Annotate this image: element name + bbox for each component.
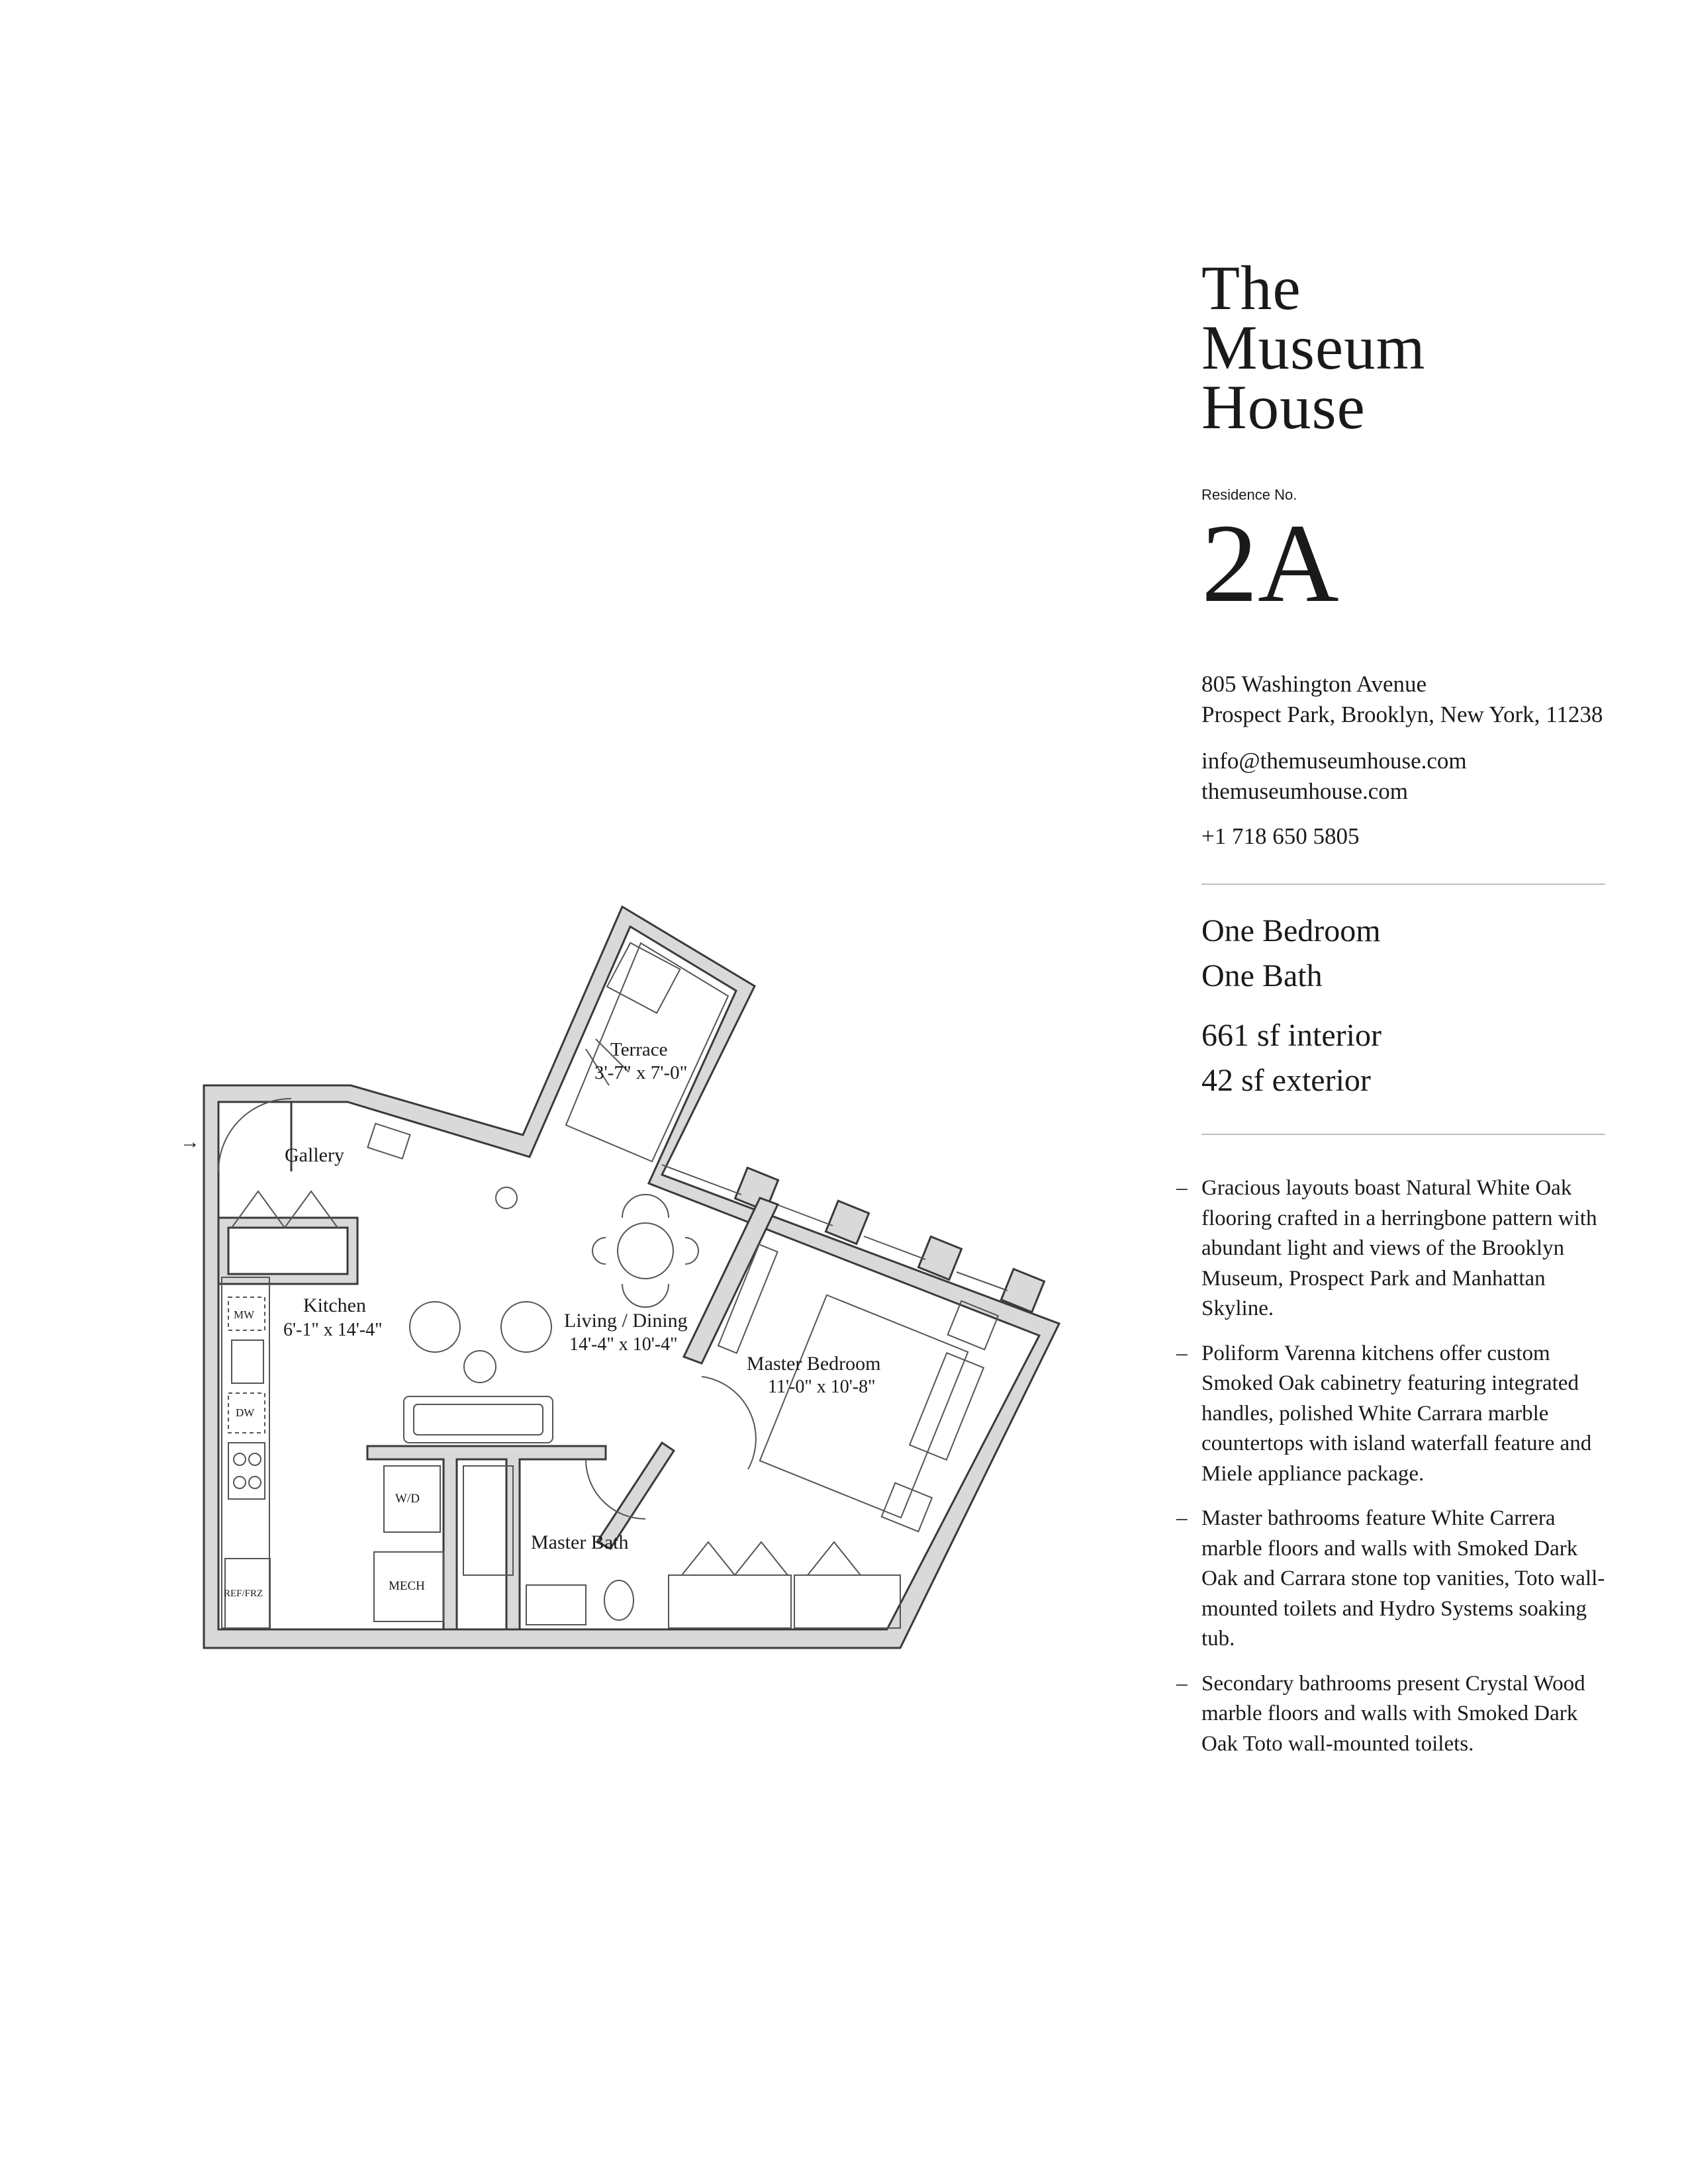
vanity bbox=[526, 1585, 586, 1625]
contact-email[interactable]: info@themuseumhouse.com bbox=[1201, 748, 1467, 774]
brand-line-1: The bbox=[1201, 253, 1301, 323]
living-label: Living / Dining bbox=[564, 1310, 688, 1332]
dining-table bbox=[618, 1223, 673, 1279]
feature-item bbox=[1176, 1504, 1612, 1655]
feature-item bbox=[1176, 1339, 1612, 1490]
cooktop bbox=[228, 1443, 265, 1499]
unit-interior: 661 sf interior bbox=[1201, 1018, 1382, 1053]
brand-line-2: Museum bbox=[1201, 312, 1426, 383]
toilet bbox=[604, 1580, 633, 1620]
coffee-table bbox=[464, 1351, 496, 1383]
feature-text: Secondary bathrooms present Crystal Wood marble floors and walls with Smoked Dark Oak Toto wall-mounted toilets. bbox=[1201, 1671, 1585, 1756]
unit-baths: One Bath bbox=[1201, 958, 1323, 993]
divider-top bbox=[1201, 884, 1605, 885]
bullet-dash: – bbox=[1176, 1671, 1188, 1696]
ref-label: REF/FRZ bbox=[224, 1588, 263, 1599]
info-panel bbox=[1176, 253, 1625, 1774]
divider-bottom bbox=[1201, 1134, 1605, 1135]
kitchen-label: Kitchen bbox=[303, 1295, 366, 1316]
bed bbox=[760, 1295, 968, 1518]
residence-number: 2A bbox=[1201, 501, 1339, 625]
feature-item bbox=[1176, 1669, 1612, 1760]
bedroom-door-swing bbox=[702, 1377, 756, 1469]
lounge-chair-left bbox=[410, 1302, 460, 1352]
feature-text: Poliform Varenna kitchens offer custom Smoked Oak cabinetry featuring integrated handles, polished White Carrara marble countertops with island waterfall feature and Miele appliance package. bbox=[1201, 1341, 1592, 1486]
contact-phone[interactable]: +1 718 650 5805 bbox=[1201, 823, 1360, 849]
bedroom-partition bbox=[684, 1198, 778, 1363]
brand-line-3: House bbox=[1201, 372, 1366, 442]
contact bbox=[1201, 746, 1625, 807]
bath-label: Master Bath bbox=[531, 1531, 629, 1553]
closet-2 bbox=[794, 1575, 900, 1628]
column bbox=[496, 1187, 517, 1208]
mech-label: MECH bbox=[389, 1579, 425, 1593]
entry-arrow: → bbox=[180, 1131, 200, 1153]
nightstand-bottom bbox=[882, 1483, 932, 1531]
gallery-label: Gallery bbox=[285, 1144, 344, 1166]
window-post-2 bbox=[825, 1201, 868, 1244]
sink bbox=[232, 1340, 263, 1383]
feature-text: Master bathrooms feature White Carrera marble floors and walls with Smoked Dark Oak and Carrara stone top vanities, Toto wall-mounted toilets and Hydro Systems soaking tub. bbox=[1201, 1506, 1605, 1651]
wd-label: W/D bbox=[395, 1492, 420, 1506]
sofa bbox=[404, 1396, 553, 1443]
lounge-chair-right bbox=[501, 1302, 551, 1352]
residence-label: Residence No. bbox=[1201, 486, 1297, 503]
terrace-label: Terrace bbox=[610, 1039, 668, 1060]
unit-exterior: 42 sf exterior bbox=[1201, 1063, 1371, 1098]
feature-list bbox=[1176, 1173, 1612, 1759]
bullet-dash: – bbox=[1176, 1341, 1188, 1365]
terrace-dims: 3'-7" x 7'-0" bbox=[594, 1062, 688, 1083]
feature-item bbox=[1176, 1173, 1612, 1324]
gallery-closet bbox=[218, 1218, 357, 1284]
feature-text: Gracious layouts boast Natural White Oak flooring crafted in a herringbone pattern with abundant light and views of the Brooklyn Museum, Prospect Park and Manhattan Skyline. bbox=[1201, 1176, 1597, 1320]
hvac-grille bbox=[367, 1124, 410, 1159]
closet-1 bbox=[669, 1575, 791, 1628]
entry-door-swing bbox=[218, 1099, 291, 1171]
kitchen-dims: 6'-1" x 14'-4" bbox=[283, 1320, 383, 1340]
address-city: Prospect Park, Brooklyn, New York, 11238 bbox=[1201, 702, 1603, 727]
bullet-dash: – bbox=[1176, 1176, 1188, 1200]
unit-bedrooms: One Bedroom bbox=[1201, 913, 1381, 948]
brand-title bbox=[1201, 253, 1625, 442]
unit-rooms bbox=[1201, 909, 1625, 999]
unit-area bbox=[1201, 1013, 1625, 1103]
address-street: 805 Washington Avenue bbox=[1201, 671, 1427, 697]
living-dims: 14'-4" x 10'-4" bbox=[569, 1334, 678, 1355]
dw-label: DW bbox=[236, 1406, 255, 1419]
bullet-dash: – bbox=[1176, 1506, 1188, 1530]
bedroom-dims: 11'-0" x 10'-8" bbox=[768, 1377, 876, 1397]
address bbox=[1201, 669, 1625, 730]
contact-website[interactable]: themuseumhouse.com bbox=[1201, 778, 1409, 804]
mw-label: MW bbox=[234, 1308, 255, 1321]
bedroom-label: Master Bedroom bbox=[747, 1353, 881, 1375]
